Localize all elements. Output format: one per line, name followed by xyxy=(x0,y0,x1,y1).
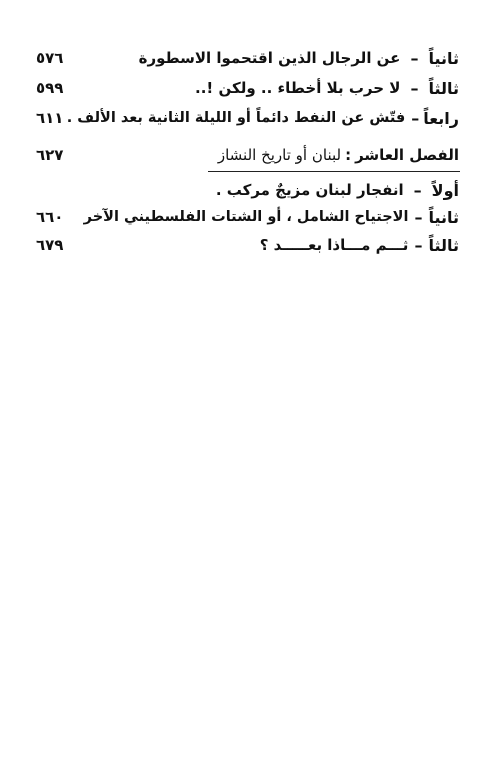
chapter-page-number: ٦٢٧ xyxy=(36,146,64,164)
chapter-underline xyxy=(208,171,460,172)
entry-label: ثانياً xyxy=(428,48,459,68)
entry-text xyxy=(216,181,459,200)
entry-dash: – xyxy=(410,48,419,68)
entry-text xyxy=(84,208,459,227)
entry-dash: – xyxy=(411,108,420,128)
toc-entry xyxy=(36,204,459,230)
entry-text xyxy=(195,79,459,98)
entry-label: ثانياً xyxy=(428,207,459,227)
chapter-text xyxy=(218,146,459,164)
entry-page-number: ٦١١ xyxy=(36,109,64,127)
entry-title: ثـــم مـــاذا بعـــــد ؟ xyxy=(259,236,409,254)
entry-page-number: ٥٩٩ xyxy=(36,79,64,97)
entry-text xyxy=(67,109,459,128)
entry-text xyxy=(139,49,459,68)
toc-entry xyxy=(36,75,459,101)
entry-label: ثالثاً xyxy=(428,235,459,255)
chapter-separator: : xyxy=(345,146,352,164)
entry-text xyxy=(260,236,459,255)
entry-page-number: ٥٧٦ xyxy=(36,49,64,67)
entry-title: لا حرب بلا أخطاء .. ولكن !.. xyxy=(195,79,401,97)
toc-entry xyxy=(36,177,459,203)
entry-dash: – xyxy=(414,207,423,227)
chapter-title: الفصل العاشر xyxy=(355,146,459,164)
entry-dash: – xyxy=(414,235,423,255)
toc-entry xyxy=(36,45,459,71)
entry-label: أولاً xyxy=(431,180,459,200)
entry-title: فتّش عن النفط دائماً أو الليلة الثانية بعد الألف . xyxy=(66,110,406,126)
chapter-heading xyxy=(36,142,459,168)
entry-page-number: ٦٧٩ xyxy=(36,236,64,254)
entry-label: ثالثاً xyxy=(428,78,459,98)
entry-dash: – xyxy=(413,180,422,200)
entry-title: انفجار لبنان مزيجٌ مركب . xyxy=(215,181,404,199)
toc-entry xyxy=(36,105,459,131)
entry-label: رابعاً xyxy=(423,108,459,128)
entry-title: الاجتياح الشامل ، أو الشتات الفلسطيني الآخر xyxy=(83,209,409,225)
entry-dash: – xyxy=(410,78,419,98)
toc-entry xyxy=(36,232,459,258)
chapter-subtitle: لبنان أو تاريخ النشاز xyxy=(217,146,342,164)
entry-title: عن الرجال الذين اقتحموا الاسطورة xyxy=(138,49,401,67)
entry-page-number: ٦٦٠ xyxy=(36,208,64,226)
